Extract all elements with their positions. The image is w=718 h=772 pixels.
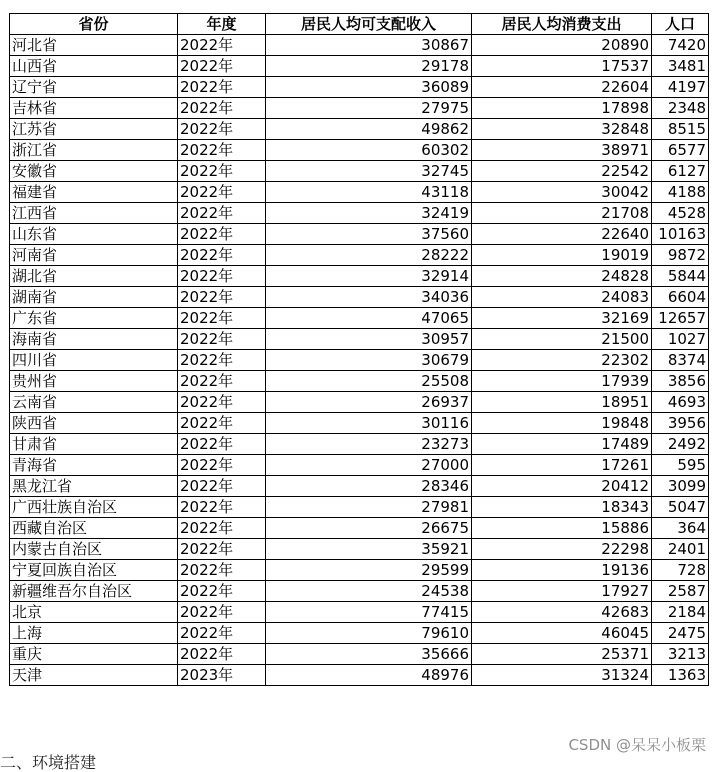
cell-province: 四川省 (10, 350, 178, 371)
cell-consumption: 38971 (472, 140, 652, 161)
cell-income: 77415 (266, 602, 472, 623)
cell-year: 2022年 (178, 602, 266, 623)
cell-year: 2022年 (178, 287, 266, 308)
header-population: 人口 (652, 14, 709, 35)
cell-population: 5844 (652, 266, 709, 287)
cell-income: 30867 (266, 35, 472, 56)
table-row (10, 371, 709, 392)
cell-year: 2022年 (178, 350, 266, 371)
cell-consumption: 42683 (472, 602, 652, 623)
cell-population: 3481 (652, 56, 709, 77)
cell-year: 2022年 (178, 35, 266, 56)
table-row (10, 665, 709, 686)
cell-province: 天津 (10, 665, 178, 686)
cell-consumption: 17898 (472, 98, 652, 119)
cell-year: 2022年 (178, 161, 266, 182)
table-row (10, 455, 709, 476)
cell-year: 2023年 (178, 665, 266, 686)
cell-income: 26937 (266, 392, 472, 413)
cell-consumption: 17489 (472, 434, 652, 455)
cell-income: 30679 (266, 350, 472, 371)
cell-province: 湖南省 (10, 287, 178, 308)
cell-consumption: 22604 (472, 77, 652, 98)
cell-income: 47065 (266, 308, 472, 329)
cell-year: 2022年 (178, 77, 266, 98)
cell-income: 27000 (266, 455, 472, 476)
cell-province: 河北省 (10, 35, 178, 56)
cell-year: 2022年 (178, 413, 266, 434)
cell-province: 吉林省 (10, 98, 178, 119)
cell-income: 29599 (266, 560, 472, 581)
cell-population: 8374 (652, 350, 709, 371)
cell-year: 2022年 (178, 245, 266, 266)
cell-income: 30116 (266, 413, 472, 434)
cell-population: 3956 (652, 413, 709, 434)
cell-year: 2022年 (178, 329, 266, 350)
cell-consumption: 17927 (472, 581, 652, 602)
cell-year: 2022年 (178, 434, 266, 455)
table-row (10, 56, 709, 77)
cell-income: 43118 (266, 182, 472, 203)
watermark: CSDN @呆呆小板栗 (568, 736, 706, 754)
table-row (10, 329, 709, 350)
cell-consumption: 22298 (472, 539, 652, 560)
cell-consumption: 22640 (472, 224, 652, 245)
cell-province: 云南省 (10, 392, 178, 413)
table-row (10, 476, 709, 497)
table-row (10, 623, 709, 644)
cell-consumption: 24828 (472, 266, 652, 287)
cell-consumption: 18343 (472, 497, 652, 518)
cell-consumption: 25371 (472, 644, 652, 665)
cell-province: 浙江省 (10, 140, 178, 161)
cell-population: 2492 (652, 434, 709, 455)
cell-income: 32914 (266, 266, 472, 287)
cell-population: 6577 (652, 140, 709, 161)
table-row (10, 434, 709, 455)
cell-consumption: 18951 (472, 392, 652, 413)
table-row (10, 77, 709, 98)
cell-population: 3856 (652, 371, 709, 392)
cell-population: 2348 (652, 98, 709, 119)
cell-population: 2587 (652, 581, 709, 602)
cell-year: 2022年 (178, 98, 266, 119)
table-row (10, 140, 709, 161)
table-row (10, 350, 709, 371)
cell-population: 3099 (652, 476, 709, 497)
cell-income: 25508 (266, 371, 472, 392)
cell-income: 35921 (266, 539, 472, 560)
cell-province: 广东省 (10, 308, 178, 329)
table-row (10, 644, 709, 665)
cell-province: 江苏省 (10, 119, 178, 140)
cell-year: 2022年 (178, 455, 266, 476)
cell-population: 9872 (652, 245, 709, 266)
cell-consumption: 22542 (472, 161, 652, 182)
table-row (10, 518, 709, 539)
cell-year: 2022年 (178, 224, 266, 245)
cell-province: 青海省 (10, 455, 178, 476)
cell-population: 2475 (652, 623, 709, 644)
table-row (10, 497, 709, 518)
header-province: 省份 (10, 14, 178, 35)
table-row (10, 413, 709, 434)
cell-province: 重庆 (10, 644, 178, 665)
cell-consumption: 19019 (472, 245, 652, 266)
cell-year: 2022年 (178, 497, 266, 518)
cell-consumption: 21708 (472, 203, 652, 224)
cell-population: 364 (652, 518, 709, 539)
cell-income: 36089 (266, 77, 472, 98)
table-row (10, 539, 709, 560)
table-row (10, 392, 709, 413)
cell-income: 48976 (266, 665, 472, 686)
cell-consumption: 22302 (472, 350, 652, 371)
cell-population: 2184 (652, 602, 709, 623)
cell-province: 湖北省 (10, 266, 178, 287)
cell-year: 2022年 (178, 119, 266, 140)
table-row (10, 560, 709, 581)
cell-income: 32419 (266, 203, 472, 224)
cell-consumption: 30042 (472, 182, 652, 203)
cell-province: 上海 (10, 623, 178, 644)
cell-year: 2022年 (178, 308, 266, 329)
cell-income: 27981 (266, 497, 472, 518)
cell-income: 60302 (266, 140, 472, 161)
cell-province: 贵州省 (10, 371, 178, 392)
table-row (10, 224, 709, 245)
cell-province: 山东省 (10, 224, 178, 245)
cell-province: 黑龙江省 (10, 476, 178, 497)
cell-consumption: 20890 (472, 35, 652, 56)
cell-income: 23273 (266, 434, 472, 455)
cell-income: 35666 (266, 644, 472, 665)
cell-population: 1027 (652, 329, 709, 350)
cut-off-heading: 二、环境搭建 (0, 753, 97, 772)
cell-population: 5047 (652, 497, 709, 518)
cell-province: 广西壮族自治区 (10, 497, 178, 518)
cell-province: 内蒙古自治区 (10, 539, 178, 560)
cell-income: 28222 (266, 245, 472, 266)
cell-year: 2022年 (178, 581, 266, 602)
table-row (10, 581, 709, 602)
cell-population: 595 (652, 455, 709, 476)
table-row (10, 98, 709, 119)
cell-population: 12657 (652, 308, 709, 329)
cell-province: 河南省 (10, 245, 178, 266)
cell-consumption: 17939 (472, 371, 652, 392)
table-row (10, 308, 709, 329)
cell-income: 34036 (266, 287, 472, 308)
header-consumption: 居民人均消费支出 (472, 14, 652, 35)
cell-consumption: 32848 (472, 119, 652, 140)
table-row (10, 161, 709, 182)
cell-population: 8515 (652, 119, 709, 140)
cell-year: 2022年 (178, 476, 266, 497)
cell-consumption: 19848 (472, 413, 652, 434)
cell-consumption: 32169 (472, 308, 652, 329)
cell-consumption: 31324 (472, 665, 652, 686)
table-row (10, 119, 709, 140)
cell-population: 4528 (652, 203, 709, 224)
cell-population: 4693 (652, 392, 709, 413)
table-row (10, 182, 709, 203)
cell-year: 2022年 (178, 518, 266, 539)
cell-year: 2022年 (178, 140, 266, 161)
cell-consumption: 19136 (472, 560, 652, 581)
cell-year: 2022年 (178, 203, 266, 224)
cell-province: 宁夏回族自治区 (10, 560, 178, 581)
cell-income: 26675 (266, 518, 472, 539)
cell-consumption: 17537 (472, 56, 652, 77)
header-income: 居民人均可支配收入 (266, 14, 472, 35)
cell-year: 2022年 (178, 56, 266, 77)
cell-income: 32745 (266, 161, 472, 182)
cell-province: 陕西省 (10, 413, 178, 434)
cell-population: 6127 (652, 161, 709, 182)
cell-year: 2022年 (178, 560, 266, 581)
cell-income: 37560 (266, 224, 472, 245)
cell-year: 2022年 (178, 623, 266, 644)
cell-year: 2022年 (178, 182, 266, 203)
cell-population: 6604 (652, 287, 709, 308)
table-row (10, 602, 709, 623)
cell-population: 3213 (652, 644, 709, 665)
cell-province: 新疆维吾尔自治区 (10, 581, 178, 602)
cell-consumption: 15886 (472, 518, 652, 539)
cell-province: 甘肃省 (10, 434, 178, 455)
cell-province: 江西省 (10, 203, 178, 224)
header-row (10, 14, 709, 35)
table-row (10, 245, 709, 266)
cell-province: 安徽省 (10, 161, 178, 182)
cell-consumption: 17261 (472, 455, 652, 476)
cell-province: 海南省 (10, 329, 178, 350)
cell-province: 福建省 (10, 182, 178, 203)
cell-year: 2022年 (178, 266, 266, 287)
cell-year: 2022年 (178, 644, 266, 665)
cell-province: 北京 (10, 602, 178, 623)
cell-population: 728 (652, 560, 709, 581)
header-year: 年度 (178, 14, 266, 35)
cell-year: 2022年 (178, 371, 266, 392)
cell-population: 7420 (652, 35, 709, 56)
cell-province: 山西省 (10, 56, 178, 77)
cell-income: 24538 (266, 581, 472, 602)
cell-population: 10163 (652, 224, 709, 245)
cell-consumption: 46045 (472, 623, 652, 644)
data-table (9, 13, 709, 686)
table-row (10, 287, 709, 308)
cell-income: 28346 (266, 476, 472, 497)
cell-consumption: 21500 (472, 329, 652, 350)
cell-income: 30957 (266, 329, 472, 350)
cell-year: 2022年 (178, 392, 266, 413)
cell-population: 4188 (652, 182, 709, 203)
table-row (10, 266, 709, 287)
cell-income: 79610 (266, 623, 472, 644)
cell-population: 4197 (652, 77, 709, 98)
cell-income: 49862 (266, 119, 472, 140)
cell-income: 29178 (266, 56, 472, 77)
cell-year: 2022年 (178, 539, 266, 560)
cell-province: 辽宁省 (10, 77, 178, 98)
table-row (10, 35, 709, 56)
cell-population: 1363 (652, 665, 709, 686)
table-row (10, 203, 709, 224)
cell-population: 2401 (652, 539, 709, 560)
table-body (10, 35, 709, 686)
cell-province: 西藏自治区 (10, 518, 178, 539)
cell-income: 27975 (266, 98, 472, 119)
cell-consumption: 24083 (472, 287, 652, 308)
cell-consumption: 20412 (472, 476, 652, 497)
